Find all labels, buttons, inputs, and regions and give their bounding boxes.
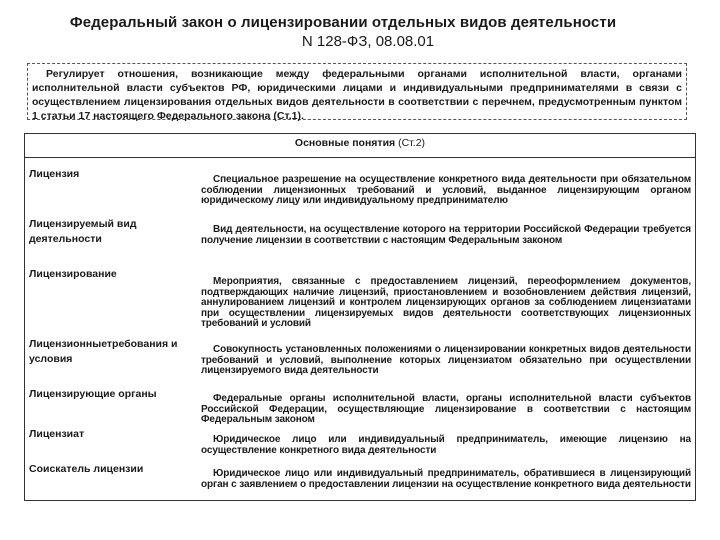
title-line-2: N 128-ФЗ, 08.08.01 (301, 33, 435, 50)
definition-cell: Совокупность установленных положениями о лицензировании конкретных видов деятельности требований и условий, выполнение которых лицензиатом обязательно при осуществлении лицензируемого вида деятельности (201, 344, 691, 376)
table-header-ref: (Ст.2) (395, 137, 426, 149)
term-cell: Лицензирующие органы (29, 388, 157, 400)
term-cell: Соискатель лицензии (29, 463, 144, 475)
table-header (25, 134, 695, 158)
definition-cell: Юридическое лицо или индивидуальный предприниматель, имеющие лицензию на осуществление конкретного вида деятельности (201, 434, 691, 456)
term-cell: Лицензирование (29, 268, 117, 280)
definition-cell: Мероприятия, связанные с предоставлением лицензий, переоформлением документов, подтверждающих наличие лицензий, приостановлением и возобновлением действия лицензий, аннулированием лицензий и контролем лицензирующих органов за соблюдением лицензиатами при осуществлении лицензируемых видов деятельности соответствующих лицензионных требований и условий (201, 276, 691, 329)
definition-cell: Юридическое лицо или индивидуальный предприниматель, обратившиеся в лицензирующий орган с заявлением о предоставлении лицензии на осуществление конкретного вида деятельности (201, 468, 691, 490)
document-title (0, 14, 720, 50)
concepts-table (24, 133, 696, 501)
definition-cell: Вид деятельности, на осуществление которого на территории Российской Федерации требуется получение лицензии в соответствии с настоящим Федеральным законом (201, 224, 691, 246)
term-cell: Лицензионныетребования и условия (29, 338, 178, 365)
definition-cell: Специальное разрешение на осуществление конкретного вида деятельности при обязательном соблюдении лицензионных требований и условий, выданное лицензирующим органом юридическому лицу или индивидуальному предпринимателю (201, 174, 691, 206)
table-header-title: Основные понятия (294, 137, 396, 149)
term-cell: Лицензируемый вид деятельности (29, 218, 137, 245)
definition-cell: Федеральные органы исполнительной власти, органы исполнительной власти субъектов Российской Федерации, осуществляющие лицензирование в соответствии с настоящим Федеральным законом (201, 393, 691, 425)
title-line-1: Федеральный закон о лицензировании отдельных видов деятельности (69, 14, 617, 31)
intro-box (27, 63, 687, 120)
intro-text: Регулирует отношения, возникающие между федеральными органами исполнительной власти, органами исполнительной власти субъектов РФ, юридическими лицами и индивидуальными предпринимателями в связи с осуществлением лицензирования отдельных видов деятельности в соответствии с перечнем, предусмотренным пунктом 1 статьи 17 настоящего Федерального закона (Ст.1). (32, 68, 682, 122)
term-cell: Лицензия (29, 168, 80, 180)
term-cell: Лицензиат (29, 428, 85, 440)
